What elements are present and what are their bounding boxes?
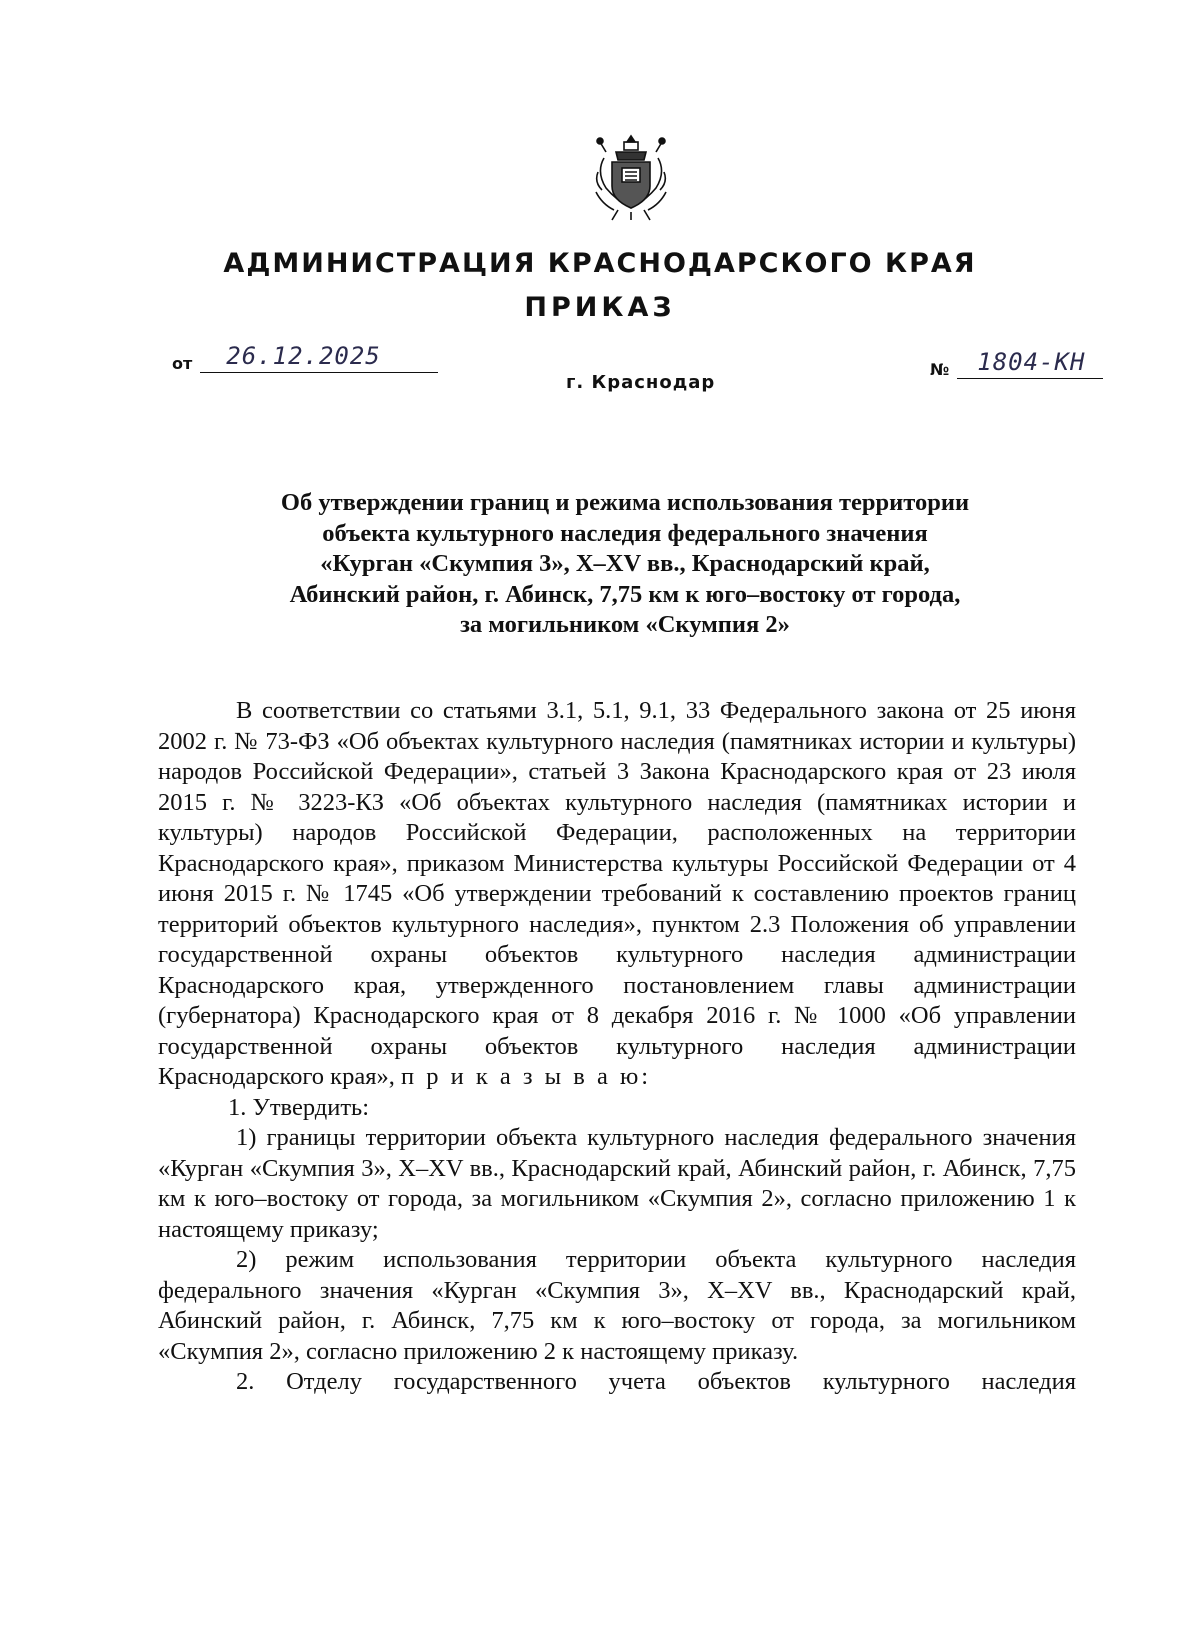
title-line: «Курган «Скумпия 3», X–XV вв., Краснодарский край, (320, 550, 930, 577)
document-type-heading: ПРИКАЗ (524, 292, 676, 323)
city-label: г. Краснодар (566, 372, 716, 393)
preamble-text: В соответствии со статьями 3.1, 5.1, 9.1, 33 Федерального закона от 25 июня 2002 г. № 73-ФЗ «Об объектах культурного наследия (памятниках истории и культуры) народов Российской Федерации», статьей 3 Закона Краснодарского края от 23 июля 2015 г. № 3223-КЗ «Об объектах культурного наследия (памятниках истории и культуры) народов Российской Федерации, расположенных на территории Краснодарского края», приказом Министерства культуры Российской Федерации от 4 июня 2015 г. № 1745 «Об утверждении требований к составлению проектов границ территорий объектов культурного наследия», пунктом 2.3 Положения об управлении государственной охраны объектов культурного наследия администрации Краснодарского края, утвержденного постановлением главы администрации (губернатора) Краснодарского края от 8 декабря 2016 г. № 1000 «Об управлении государственной охраны объектов культурного наследия администрации Краснодарского края», (158, 697, 1076, 1090)
document-title (120, 488, 1130, 641)
item-1-2: 2) режим использования территории объекта культурного наследия федерального значения «Курган «Скумпия 3», X–XV вв., Краснодарский край, Абинский район, г. Абинск, 7,75 км к юго–востоку от города, за могильником «Скумпия 2», согласно приложению 2 к настоящему приказу. (158, 1246, 1076, 1365)
coat-of-arms-emblem (592, 132, 670, 224)
title-line: объекта культурного наследия федерального значения (322, 519, 928, 547)
title-line: Об утверждении границ и режима использования территории (280, 489, 970, 516)
date-prefix: от (172, 354, 193, 373)
title-line: Абинский район, г. Абинск, 7,75 км к юго–востоку от города, (289, 580, 961, 608)
document-body (158, 696, 1076, 1398)
item-2: 2. Отделу государственного учета объектов культурного наследия (236, 1368, 1076, 1395)
title-line: за могильником «Скумпия 2» (460, 611, 790, 638)
item-1-1: 1) границы территории объекта культурного наследия федерального значения «Курган «Скумпия 3», X–XV вв., Краснодарский край, Абинский район, г. Абинск, 7,75 км к юго–востоку от города, за могильником «Скумпия 2», согласно приложению 1 к настоящему приказу; (158, 1124, 1076, 1243)
number-prefix: № (930, 360, 950, 379)
preamble-paragraph (158, 696, 1076, 1093)
organization-heading: АДМИНИСТРАЦИЯ КРАСНОДАРСКОГО КРАЯ (223, 248, 977, 279)
item-1: 1. Утвердить: (228, 1093, 370, 1121)
number-block (930, 348, 1103, 379)
handwritten-date: 26.12.2025 (226, 342, 381, 370)
date-underline (200, 342, 438, 373)
order-word: п р и к а з ы в а ю: (400, 1063, 652, 1090)
date-block (172, 342, 438, 373)
handwritten-number: 1804-КН (977, 348, 1086, 376)
number-underline (957, 348, 1103, 379)
